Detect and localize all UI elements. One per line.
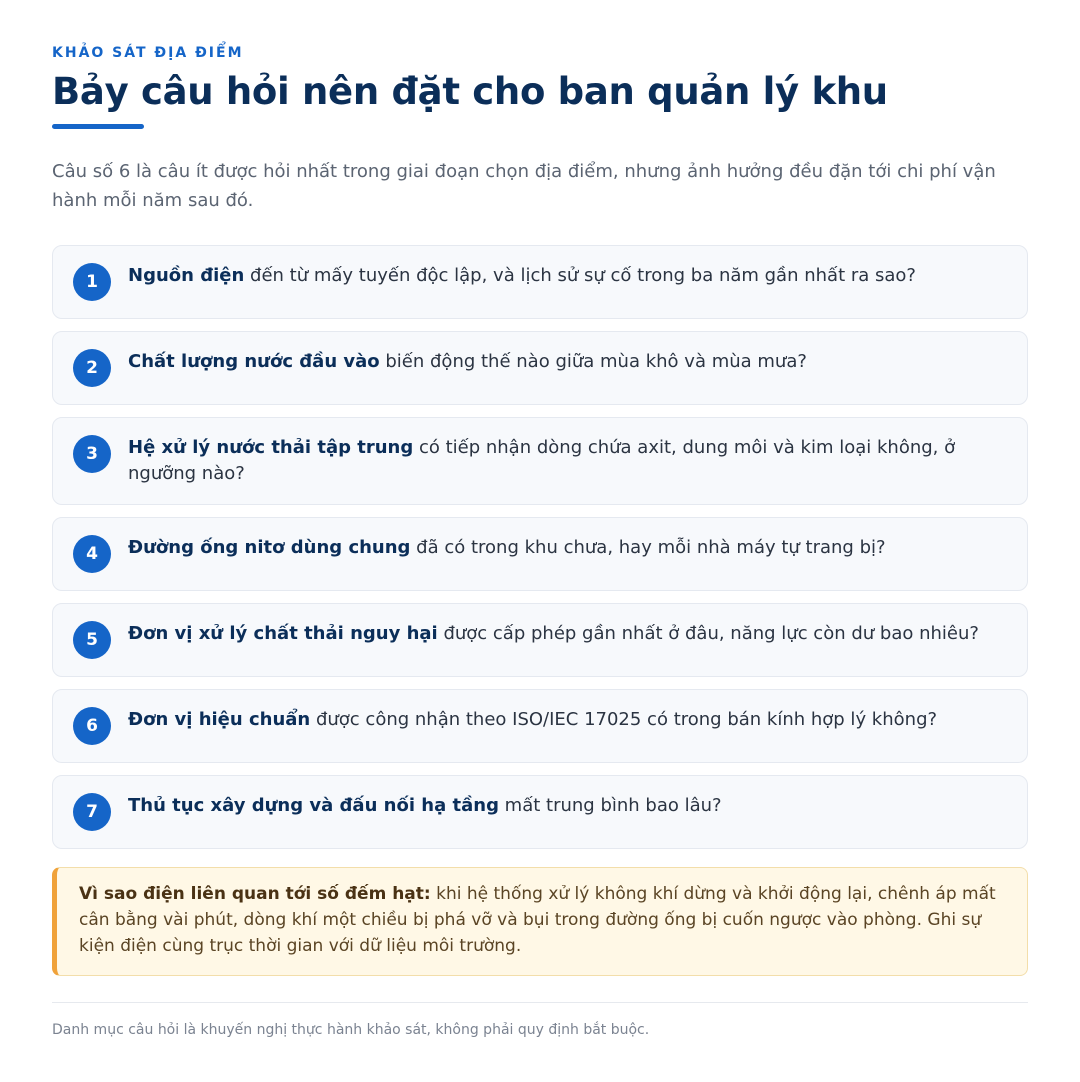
question-number-badge: 6: [73, 707, 111, 745]
question-number-badge: 3: [73, 435, 111, 473]
question-item-3: [52, 417, 1028, 505]
question-label: Đường ống nitơ dùng chung: [128, 537, 411, 558]
question-text: [128, 621, 1003, 647]
question-list: [52, 245, 1028, 849]
question-text: [128, 793, 1003, 819]
question-item-5: [52, 603, 1028, 677]
question-number-badge: 2: [73, 349, 111, 387]
question-label: Đơn vị hiệu chuẩn: [128, 709, 311, 730]
question-body: được công nhận theo ISO/IEC 17025 có trong bán kính hợp lý không?: [310, 709, 938, 730]
callout-note: [52, 867, 1028, 976]
page-title: Bảy câu hỏi nên đặt cho ban quản lý khu: [52, 70, 888, 113]
callout-body: khi hệ thống xử lý không khí dừng và khởi động lại, chênh áp mất cân bằng vài phút, dòng khí một chiều bị phá vỡ và bụi trong đường ống bị cuốn ngược vào phòng. Ghi sự kiện điện cùng trục thời gian với dữ liệu môi trường.: [79, 884, 996, 956]
question-body: được cấp phép gần nhất ở đâu, năng lực còn dư bao nhiêu?: [437, 623, 979, 644]
question-text: [128, 263, 1003, 289]
question-body: đã có trong khu chưa, hay mỗi nhà máy tự trang bị?: [410, 537, 886, 558]
question-item-1: [52, 245, 1028, 319]
question-body: có tiếp nhận dòng chứa axit, dung môi và kim loại không, ở ngưỡng nào?: [128, 437, 956, 484]
question-item-7: [52, 775, 1028, 849]
eyebrow-label: KHẢO SÁT ĐỊA ĐIỂM: [52, 45, 244, 61]
question-number-badge: 1: [73, 263, 111, 301]
title-underline: [52, 124, 144, 129]
question-body: mất trung bình bao lâu?: [498, 795, 722, 816]
question-label: Hệ xử lý nước thải tập trung: [128, 437, 414, 458]
question-label: Chất lượng nước đầu vào: [128, 351, 380, 372]
question-label: Đơn vị xử lý chất thải nguy hại: [128, 623, 438, 644]
footnote: Danh mục câu hỏi là khuyến nghị thực hành khảo sát, không phải quy định bắt buộc.: [52, 1022, 650, 1038]
question-text: [128, 535, 1003, 561]
question-body: đến từ mấy tuyến độc lập, và lịch sử sự cố trong ba năm gần nhất ra sao?: [244, 265, 916, 286]
question-label: Thủ tục xây dựng và đấu nối hạ tầng: [128, 795, 499, 816]
question-item-4: [52, 517, 1028, 591]
question-number-badge: 7: [73, 793, 111, 831]
question-item-2: [52, 331, 1028, 405]
callout-label: Vì sao điện liên quan tới số đếm hạt:: [79, 884, 431, 904]
lead-paragraph: Câu số 6 là câu ít được hỏi nhất trong giai đoạn chọn địa điểm, nhưng ảnh hưởng đều đặn tới chi phí vận hành mỗi năm sau đó.: [52, 161, 996, 211]
question-text: [128, 435, 1003, 487]
question-body: biến động thế nào giữa mùa khô và mùa mưa?: [379, 351, 807, 372]
footer-divider: [52, 1002, 1028, 1003]
question-number-badge: 5: [73, 621, 111, 659]
question-label: Nguồn điện: [128, 265, 245, 286]
question-number-badge: 4: [73, 535, 111, 573]
question-text: [128, 707, 1003, 733]
question-item-6: [52, 689, 1028, 763]
question-text: [128, 349, 1003, 375]
